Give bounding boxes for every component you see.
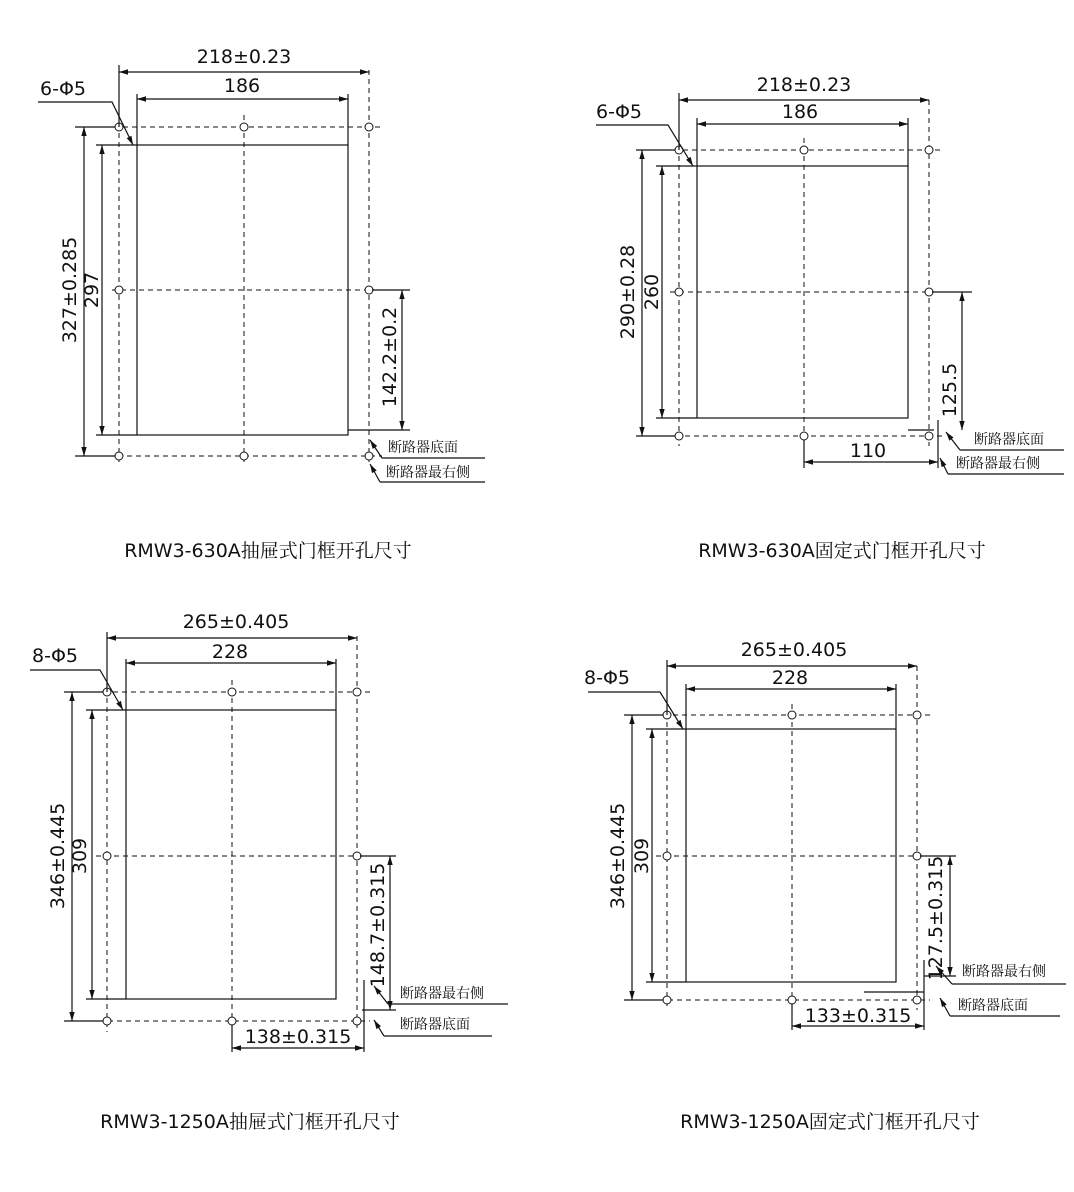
note-breaker-right-side: 断路器最右侧 bbox=[400, 986, 484, 1002]
note-breaker-right-side: 断路器最右侧 bbox=[956, 456, 1040, 472]
note-breaker-bottom: 断路器底面 bbox=[974, 432, 1044, 448]
width-inner-label: 228 bbox=[211, 641, 249, 663]
centerlines bbox=[78, 70, 400, 466]
height-inner-label: 297 bbox=[81, 271, 103, 309]
hole-count-label: 6-Φ5 bbox=[596, 101, 642, 123]
panel-1250a-drawer bbox=[30, 611, 508, 1133]
width-outer-label: 218±0.23 bbox=[196, 46, 292, 68]
width-outer-label: 218±0.23 bbox=[756, 74, 852, 96]
height-outer-label: 290±0.28 bbox=[617, 244, 639, 340]
width-inner-label: 186 bbox=[781, 101, 819, 123]
offset-vertical-label: 148.7±0.315 bbox=[367, 862, 389, 988]
height-inner-label: 309 bbox=[631, 837, 653, 875]
height-outer-label: 346±0.445 bbox=[47, 802, 69, 910]
offset-vertical-label: 127.5±0.315 bbox=[925, 855, 947, 981]
offset-vertical-label: 125.5 bbox=[939, 362, 961, 418]
width-outer-label: 265±0.405 bbox=[740, 639, 848, 661]
offset-horizontal-label: 133±0.315 bbox=[804, 1005, 912, 1027]
panel-630a-drawer bbox=[38, 46, 485, 562]
panel-caption: RMW3-1250A固定式门框开孔尺寸 bbox=[680, 1111, 980, 1133]
width-outer-label: 265±0.405 bbox=[182, 611, 290, 633]
height-outer-label: 346±0.445 bbox=[607, 802, 629, 910]
height-inner-label: 309 bbox=[69, 837, 91, 875]
panel-630a-fixed bbox=[596, 74, 1064, 562]
offset-horizontal-label: 110 bbox=[849, 440, 887, 462]
note-breaker-right-side: 断路器最右侧 bbox=[962, 964, 1046, 980]
cutout-rectangle bbox=[126, 710, 336, 999]
hole-count-label: 6-Φ5 bbox=[40, 78, 86, 100]
panel-caption: RMW3-1250A抽屉式门框开孔尺寸 bbox=[100, 1111, 400, 1133]
panel-caption: RMW3-630A固定式门框开孔尺寸 bbox=[698, 540, 986, 562]
note-breaker-bottom: 断路器底面 bbox=[958, 998, 1028, 1014]
note-breaker-bottom: 断路器底面 bbox=[400, 1017, 470, 1033]
height-inner-label: 260 bbox=[641, 273, 663, 311]
offset-vertical-label: 142.2±0.2 bbox=[379, 306, 401, 408]
panel-caption: RMW3-630A抽屉式门框开孔尺寸 bbox=[124, 540, 412, 562]
hole-count-label: 8-Φ5 bbox=[584, 667, 630, 689]
hole-count-label: 8-Φ5 bbox=[32, 645, 78, 667]
panel-1250a-fixed bbox=[584, 639, 1066, 1133]
width-inner-label: 228 bbox=[771, 667, 809, 689]
offset-horizontal-label: 138±0.315 bbox=[244, 1026, 352, 1048]
note-breaker-bottom: 断路器底面 bbox=[388, 440, 458, 456]
note-breaker-right-side: 断路器最右侧 bbox=[386, 465, 470, 481]
height-outer-label: 327±0.285 bbox=[59, 236, 81, 344]
width-inner-label: 186 bbox=[223, 75, 261, 97]
